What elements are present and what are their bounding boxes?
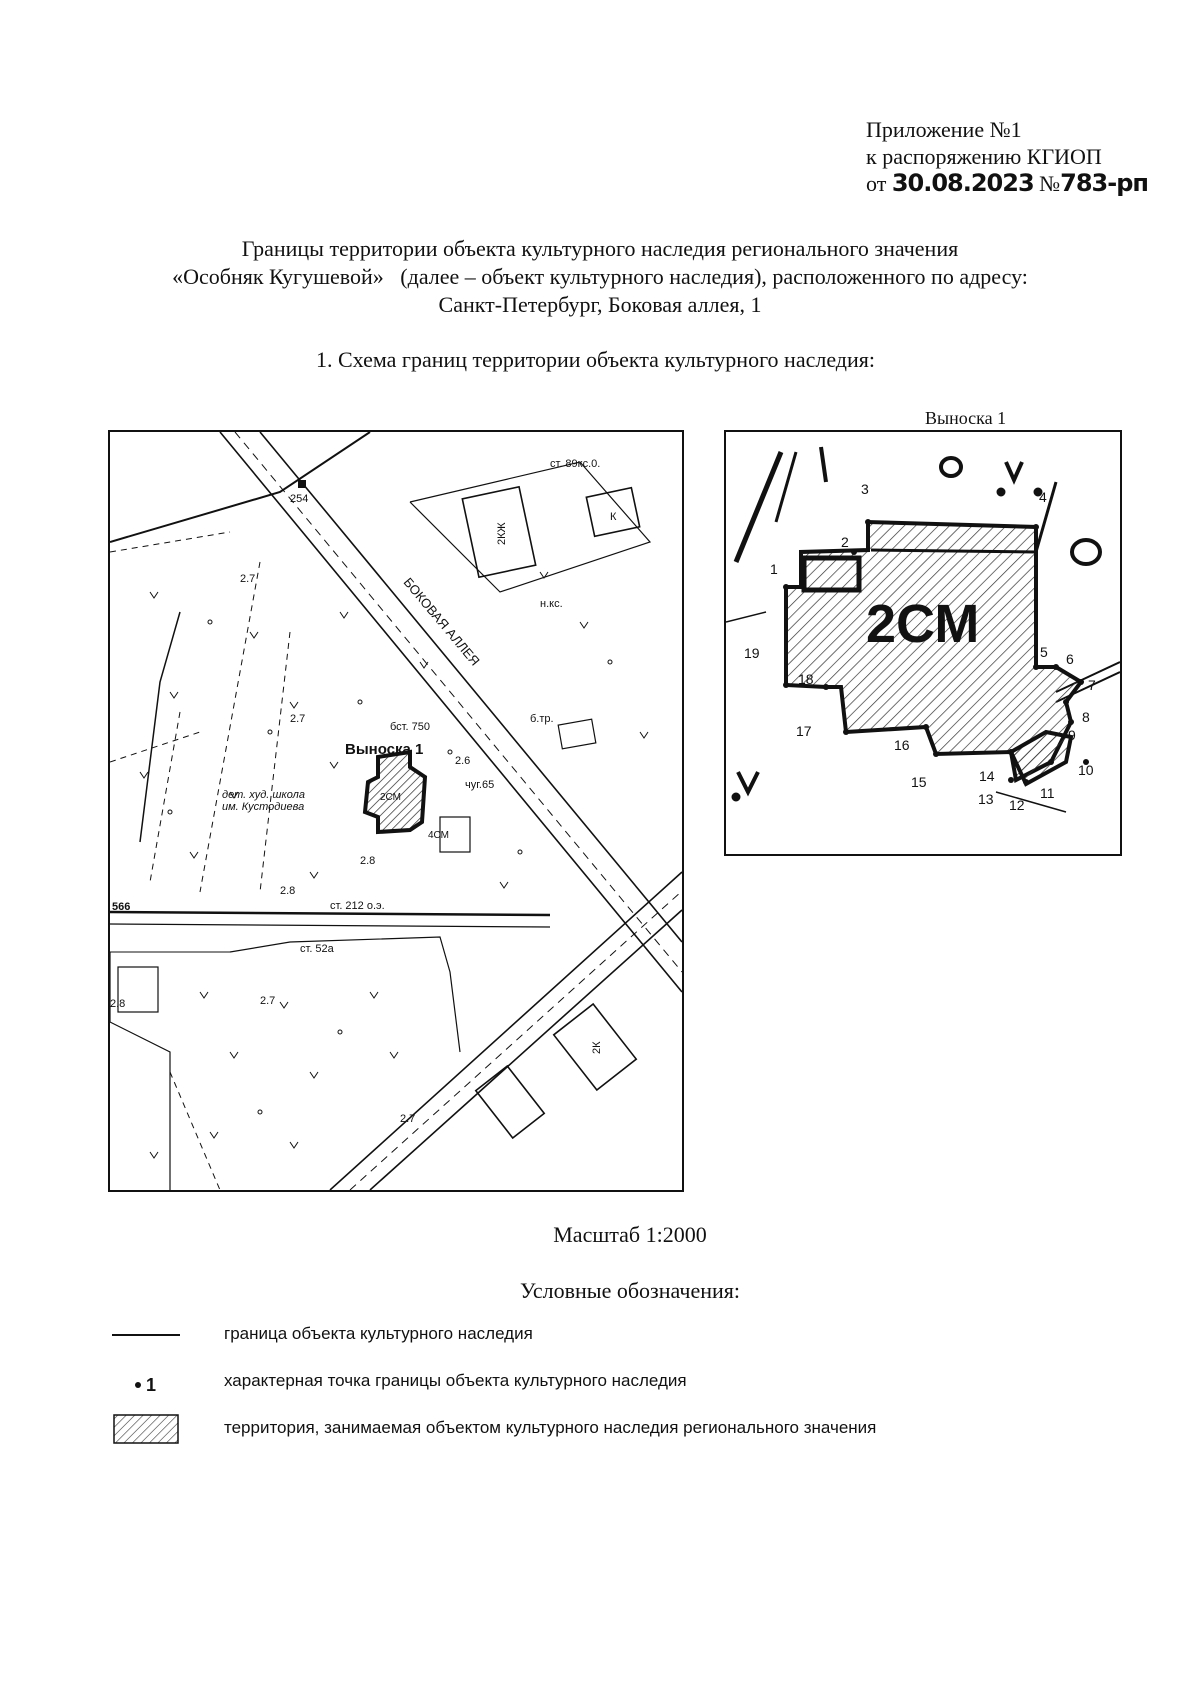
point-7: 7 bbox=[1088, 677, 1096, 693]
label-street: БОКОВАЯ АЛЛЕЯ bbox=[400, 574, 483, 669]
label-level-5: 2.8 bbox=[280, 885, 296, 897]
label-misc-3: б.тр. bbox=[530, 713, 554, 725]
label-566: 566 bbox=[112, 901, 131, 913]
label-level-8: 2.7 bbox=[400, 1113, 416, 1125]
inset-map-svg bbox=[726, 432, 1120, 854]
label-level-1: 2.7 bbox=[240, 573, 256, 585]
label-level-7: 2.8 bbox=[110, 998, 126, 1010]
label-building-k: К bbox=[610, 511, 617, 523]
main-map bbox=[108, 430, 684, 1192]
block-lower-left bbox=[110, 952, 170, 1190]
point-5: 5 bbox=[1040, 644, 1048, 660]
point-12: 12 bbox=[1009, 797, 1025, 813]
section-heading: 1. Схема границ территории объекта культурного наследия: bbox=[316, 347, 876, 372]
label-level-3: 2.8 bbox=[360, 855, 376, 867]
label-building-2k: 2К bbox=[591, 1041, 603, 1054]
legend-item-point bbox=[112, 1365, 1112, 1399]
inset-building-outline bbox=[871, 550, 1036, 552]
inset-building-label: 2СМ bbox=[866, 594, 980, 654]
point-4: 4 bbox=[1039, 489, 1047, 505]
label-misc-7: ст. 89кс.0. bbox=[550, 458, 601, 470]
title-line2: «Особняк Кугушевой» (далее – объект культурного наследия), расположенного по адресу: bbox=[172, 264, 1028, 289]
legend-title: Условные обозначения: bbox=[519, 1278, 741, 1303]
point-17: 17 bbox=[796, 723, 812, 739]
point-2: 2 bbox=[841, 534, 849, 550]
marker-254-square bbox=[298, 480, 306, 488]
label-school-2: им. Кустодиева bbox=[222, 801, 305, 813]
label-callout: Выноска 1 bbox=[345, 741, 424, 758]
inset-caption: Выноска 1 bbox=[925, 408, 1007, 428]
point-15: 15 bbox=[911, 774, 927, 790]
boundary-point-icon bbox=[112, 1365, 180, 1399]
label-building-main: 2СМ bbox=[380, 792, 402, 803]
point-8: 8 bbox=[1082, 709, 1090, 725]
path-horizontal bbox=[110, 912, 550, 1052]
appendix-line2: к распоряжению КГИОП bbox=[866, 144, 1102, 169]
appendix-line3 bbox=[866, 170, 1148, 197]
legend-text-point: характерная точка границы объекта культурного наследия bbox=[224, 1371, 687, 1390]
point-13: 13 bbox=[978, 791, 994, 807]
legend-text-hatch: территория, занимаемая объектом культурного наследия регионального значения bbox=[224, 1418, 877, 1437]
block-top-right bbox=[410, 462, 650, 592]
boundary-parcel bbox=[110, 432, 370, 542]
road-lower bbox=[330, 872, 682, 1190]
path-left bbox=[140, 612, 180, 842]
legend-point-label: 1 bbox=[146, 1375, 157, 1395]
building-lower bbox=[476, 1066, 544, 1138]
label-misc-1: ст. 212 о.э. bbox=[330, 900, 385, 912]
label-misc-5: чуг.65 bbox=[465, 779, 495, 791]
label-building-top: 2КЖ bbox=[496, 522, 508, 545]
title-line1: Границы территории объекта культурного наследия регионального значения bbox=[241, 236, 959, 261]
point-6: 6 bbox=[1066, 651, 1074, 667]
map-scale: Масштаб 1:2000 bbox=[553, 1222, 707, 1247]
boundary-line-icon bbox=[112, 1318, 180, 1352]
point-16: 16 bbox=[894, 737, 910, 753]
main-map-svg bbox=[110, 432, 682, 1190]
label-building-4cm: 4СМ bbox=[428, 830, 450, 841]
appendix-block bbox=[866, 116, 1148, 197]
label-level-6: 2.7 bbox=[260, 995, 276, 1007]
appendix-date: 30.08.2023 bbox=[891, 169, 1034, 197]
point-9: 9 bbox=[1068, 727, 1076, 743]
point-1: 1 bbox=[770, 561, 778, 577]
label-misc-2: бст. 750 bbox=[390, 721, 430, 733]
hatched-area-icon bbox=[112, 1412, 180, 1446]
legend-item-hatch bbox=[112, 1412, 1112, 1446]
point-3: 3 bbox=[861, 481, 869, 497]
label-school-1: дет. худ. школа bbox=[222, 789, 305, 801]
appendix-number: 783-рп bbox=[1060, 169, 1148, 197]
point-18: 18 bbox=[798, 671, 814, 687]
legend-item-boundary bbox=[112, 1318, 1112, 1352]
point-10: 10 bbox=[1078, 762, 1094, 778]
dashed-paths bbox=[110, 532, 290, 1190]
appendix-date-prefix: от bbox=[866, 171, 887, 196]
label-254: 254 bbox=[290, 493, 309, 505]
label-misc-6: ст. 52a bbox=[300, 943, 334, 955]
document-title bbox=[0, 235, 1200, 319]
label-level-4: 2.6 bbox=[455, 755, 471, 767]
title-line3: Санкт-Петербург, Боковая аллея, 1 bbox=[438, 292, 762, 317]
label-misc-4: н.кс. bbox=[540, 598, 563, 610]
legend-text-boundary: граница объекта культурного наследия bbox=[224, 1324, 533, 1343]
point-19: 19 bbox=[744, 645, 760, 661]
vegetation-marks bbox=[140, 572, 648, 1158]
building-small-mid bbox=[558, 719, 596, 749]
appendix-line1: Приложение №1 bbox=[866, 117, 1022, 142]
appendix-number-sign: № bbox=[1039, 171, 1061, 196]
inset-map bbox=[724, 430, 1122, 856]
point-14: 14 bbox=[979, 768, 995, 784]
point-11: 11 bbox=[1040, 785, 1055, 801]
label-level-2: 2.7 bbox=[290, 713, 306, 725]
